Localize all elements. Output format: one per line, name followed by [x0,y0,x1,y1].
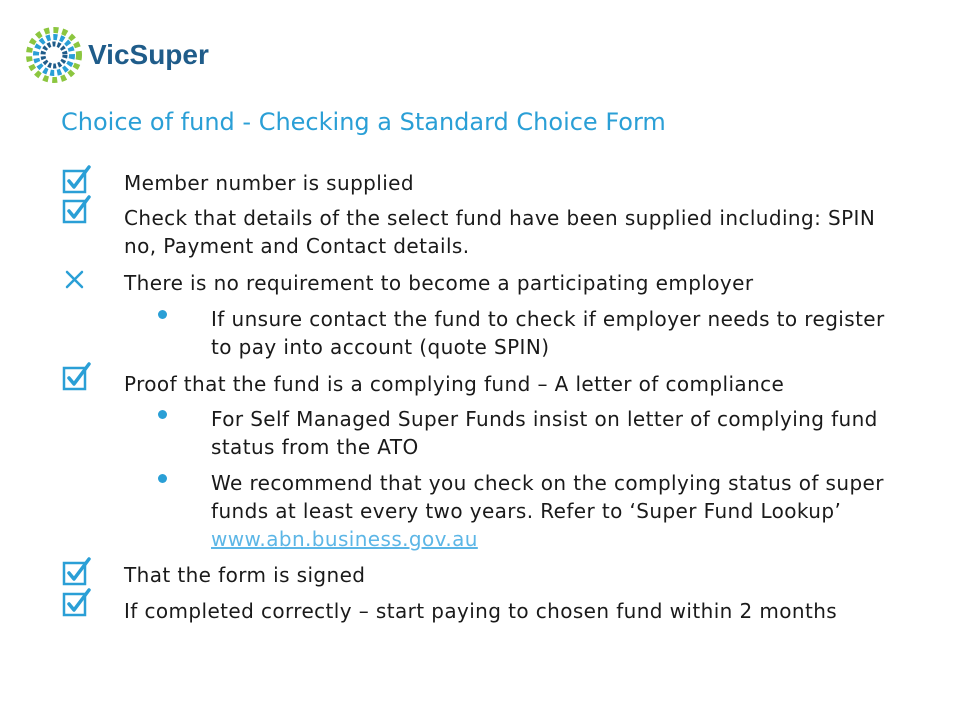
sub-item-complying-status-text: We recommend that you check on the complying status of super funds at least every two years. Refer to ‘Super Fund Lookup’ [211,471,884,523]
abn-lookup-link[interactable]: www.abn.business.gov.au [211,527,478,551]
bullet-dot-icon [158,310,167,319]
slide-title: Choice of fund - Checking a Standard Choice Form [61,108,666,136]
sub-item-contact-fund: If unsure contact the fund to check if employer needs to register to pay into account (quote SPIN) [211,307,885,359]
sunburst-icon [29,30,79,80]
checklist-item-form-signed: That the form is signed [124,563,366,587]
checkbox-checked-icon [62,165,92,195]
logo-wordmark: VicSuper [88,39,209,70]
cross-icon [62,266,92,296]
checkbox-checked-icon [62,195,92,225]
checklist-item-participating-employer: There is no requirement to become a participating employer [124,271,754,295]
sub-item-smsf-letter: For Self Managed Super Funds insist on letter of complying fund status from the ATO [211,407,878,459]
checklist-item-fund-details: Check that details of the select fund have been supplied including: SPIN no, Payment and Contact details. [124,206,876,258]
checkbox-checked-icon [62,557,92,587]
vicsuper-logo [24,24,224,88]
bullet-dot-icon [158,474,167,483]
checkbox-checked-icon [62,362,92,392]
checklist-item-complying-fund: Proof that the fund is a complying fund – A letter of compliance [124,372,785,396]
logo-graphic [24,24,224,88]
checkbox-checked-icon [62,588,92,618]
sub-item-complying-status [211,469,911,553]
checklist-item-start-paying: If completed correctly – start paying to chosen fund within 2 months [124,599,838,623]
checklist-item-member-number: Member number is supplied [124,171,414,195]
bullet-dot-icon [158,410,167,419]
